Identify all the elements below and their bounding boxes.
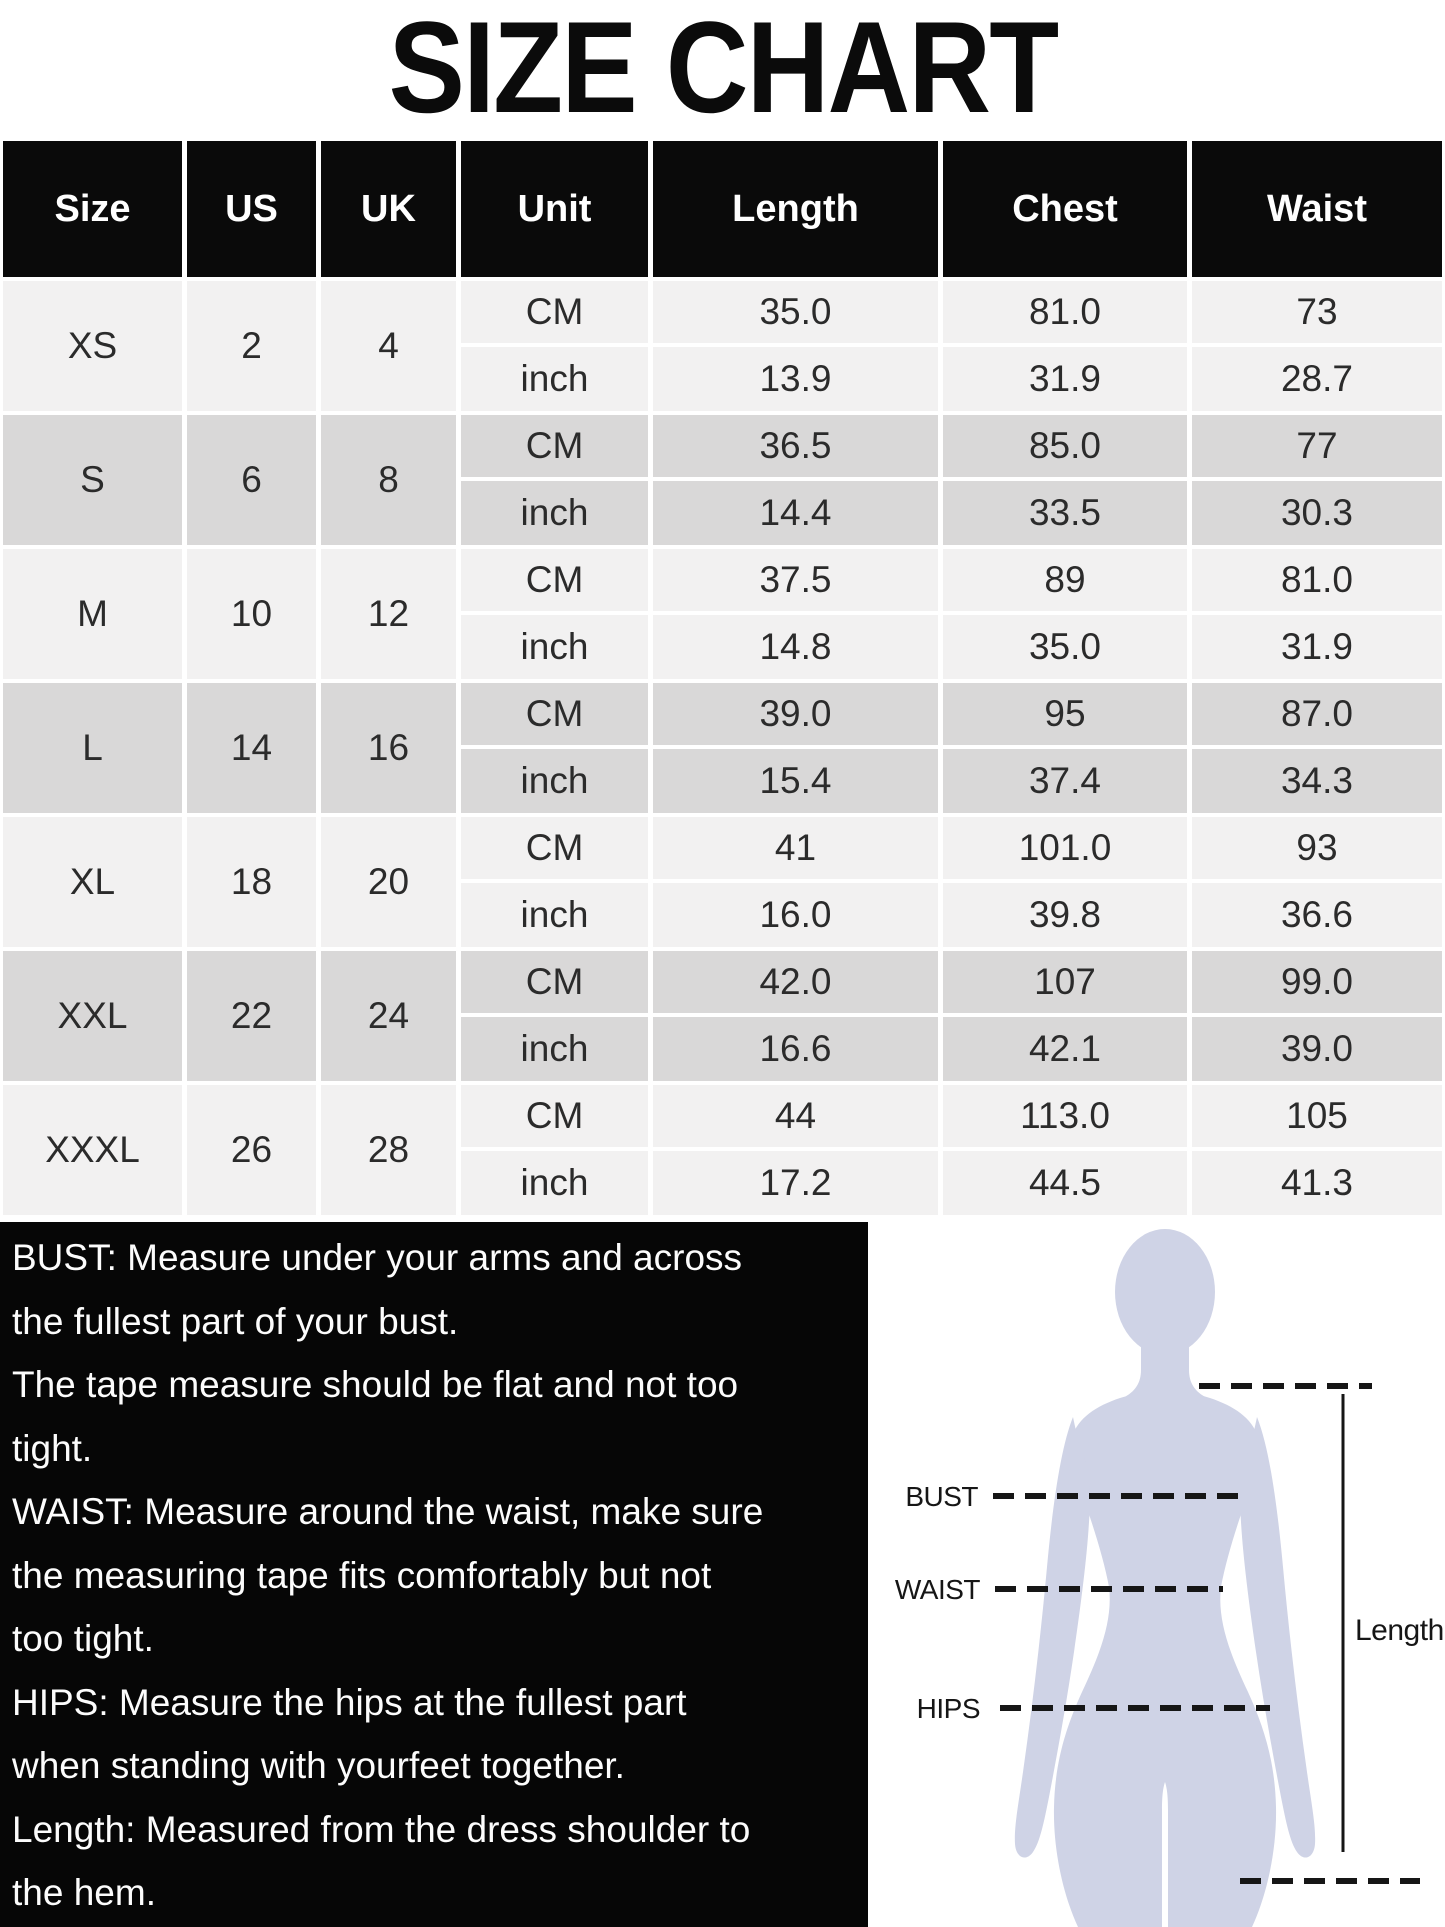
chest-cell: 33.5: [943, 481, 1187, 545]
chest-cell: 107: [943, 951, 1187, 1017]
notes-panel: [0, 1222, 868, 1927]
us-cell: 6: [187, 415, 316, 545]
page-title-text: SIZE CHART: [388, 0, 1057, 140]
uk-cell: 20: [321, 817, 456, 947]
note-line: WAIST: Measure around the waist, make sure: [12, 1491, 764, 1532]
unit-cell: inch: [461, 1017, 648, 1081]
uk-cell: 16: [321, 683, 456, 813]
header-cell-unit: Unit: [461, 141, 648, 277]
hips-label: HIPS: [916, 1693, 980, 1724]
note-line: HIPS: Measure the hips at the fullest part: [12, 1681, 687, 1723]
us-cell: 10: [187, 549, 316, 679]
header-cell-length: Length: [653, 141, 938, 277]
note-line: the hem.: [12, 1872, 156, 1913]
length-cell: 44: [653, 1085, 938, 1151]
waist-cell: 41.3: [1192, 1151, 1442, 1215]
unit-cell: CM: [461, 281, 648, 347]
length-label: Length: [1355, 1614, 1444, 1647]
chest-cell: 37.4: [943, 749, 1187, 813]
measurement-figure: [868, 1222, 1445, 1927]
length-cell: 17.2: [653, 1151, 938, 1215]
unit-cell: CM: [461, 817, 648, 883]
size-cell: XL: [3, 817, 182, 947]
us-cell: 18: [187, 817, 316, 947]
note-line: Length: Measured from the dress shoulder to: [12, 1808, 751, 1850]
chest-cell: 39.8: [943, 883, 1187, 947]
header-cell-chest: Chest: [943, 141, 1187, 277]
unit-cell: CM: [461, 683, 648, 749]
unit-cell: inch: [461, 883, 648, 947]
body-silhouette: [1015, 1229, 1315, 1927]
note-line: tight.: [12, 1427, 93, 1469]
figure-panel: [868, 1222, 1445, 1927]
size-cell: XXL: [3, 951, 182, 1081]
unit-cell: CM: [461, 549, 648, 615]
unit-cell: inch: [461, 347, 648, 411]
waist-cell: 31.9: [1192, 615, 1442, 679]
length-cell: 13.9: [653, 347, 938, 411]
length-cell: 16.6: [653, 1017, 938, 1081]
page-title: [0, 0, 1445, 140]
size-block-xs: [3, 281, 1442, 411]
uk-cell: 8: [321, 415, 456, 545]
us-cell: 22: [187, 951, 316, 1081]
uk-cell: 12: [321, 549, 456, 679]
header-cell-size: Size: [3, 141, 182, 277]
length-cell: 35.0: [653, 281, 938, 347]
us-cell: 26: [187, 1085, 316, 1215]
header-cell-uk: UK: [321, 141, 456, 277]
size-block-xxl: [3, 951, 1442, 1081]
unit-cell: CM: [461, 1085, 648, 1151]
unit-cell: CM: [461, 951, 648, 1017]
chest-cell: 89: [943, 549, 1187, 615]
waist-cell: 77: [1192, 415, 1442, 481]
us-cell: 14: [187, 683, 316, 813]
chest-cell: 113.0: [943, 1085, 1187, 1151]
header-cell-waist: Waist: [1192, 141, 1442, 277]
waist-cell: 99.0: [1192, 951, 1442, 1017]
chest-cell: 35.0: [943, 615, 1187, 679]
unit-cell: inch: [461, 749, 648, 813]
waist-cell: 36.6: [1192, 883, 1442, 947]
waist-cell: 73: [1192, 281, 1442, 347]
note-line: the measuring tape fits comfortably but not: [12, 1554, 712, 1596]
length-cell: 16.0: [653, 883, 938, 947]
length-cell: 14.4: [653, 481, 938, 545]
length-cell: 41: [653, 817, 938, 883]
size-block-xl: [3, 817, 1442, 947]
note-line: when standing with yourfeet together.: [12, 1745, 625, 1786]
length-cell: 42.0: [653, 951, 938, 1017]
chest-cell: 95: [943, 683, 1187, 749]
size-cell: M: [3, 549, 182, 679]
unit-cell: inch: [461, 481, 648, 545]
waist-cell: 81.0: [1192, 549, 1442, 615]
us-cell: 2: [187, 281, 316, 411]
unit-cell: inch: [461, 1151, 648, 1215]
length-cell: 14.8: [653, 615, 938, 679]
waist-cell: 105: [1192, 1085, 1442, 1151]
header-cell-us: US: [187, 141, 316, 277]
waist-cell: 30.3: [1192, 481, 1442, 545]
chest-cell: 85.0: [943, 415, 1187, 481]
size-block-xxxl: [3, 1085, 1442, 1215]
uk-cell: 4: [321, 281, 456, 411]
size-cell: S: [3, 415, 182, 545]
waist-cell: 87.0: [1192, 683, 1442, 749]
length-cell: 37.5: [653, 549, 938, 615]
chest-cell: 44.5: [943, 1151, 1187, 1215]
size-block-s: [3, 415, 1442, 545]
waist-cell: 34.3: [1192, 749, 1442, 813]
note-line: too tight.: [12, 1618, 154, 1659]
uk-cell: 28: [321, 1085, 456, 1215]
size-block-l: [3, 683, 1442, 813]
table-header-row: [3, 141, 1442, 277]
size-block-m: [3, 549, 1442, 679]
uk-cell: 24: [321, 951, 456, 1081]
note-line: the fullest part of your bust.: [12, 1300, 459, 1342]
waist-cell: 28.7: [1192, 347, 1442, 411]
chest-cell: 81.0: [943, 281, 1187, 347]
chest-cell: 101.0: [943, 817, 1187, 883]
note-line: The tape measure should be flat and not too: [12, 1364, 739, 1405]
bust-label: BUST: [905, 1481, 978, 1512]
size-cell: XXXL: [3, 1085, 182, 1215]
unit-cell: inch: [461, 615, 648, 679]
length-cell: 36.5: [653, 415, 938, 481]
unit-cell: CM: [461, 415, 648, 481]
length-cell: 39.0: [653, 683, 938, 749]
length-cell: 15.4: [653, 749, 938, 813]
waist-cell: 93: [1192, 817, 1442, 883]
size-cell: XS: [3, 281, 182, 411]
waist-label: WAIST: [894, 1574, 980, 1605]
chest-cell: 42.1: [943, 1017, 1187, 1081]
waist-cell: 39.0: [1192, 1017, 1442, 1081]
chest-cell: 31.9: [943, 347, 1187, 411]
size-cell: L: [3, 683, 182, 813]
size-table: [3, 141, 1442, 1219]
size-table-body: [3, 281, 1442, 1215]
note-line: BUST: Measure under your arms and across: [12, 1237, 743, 1278]
